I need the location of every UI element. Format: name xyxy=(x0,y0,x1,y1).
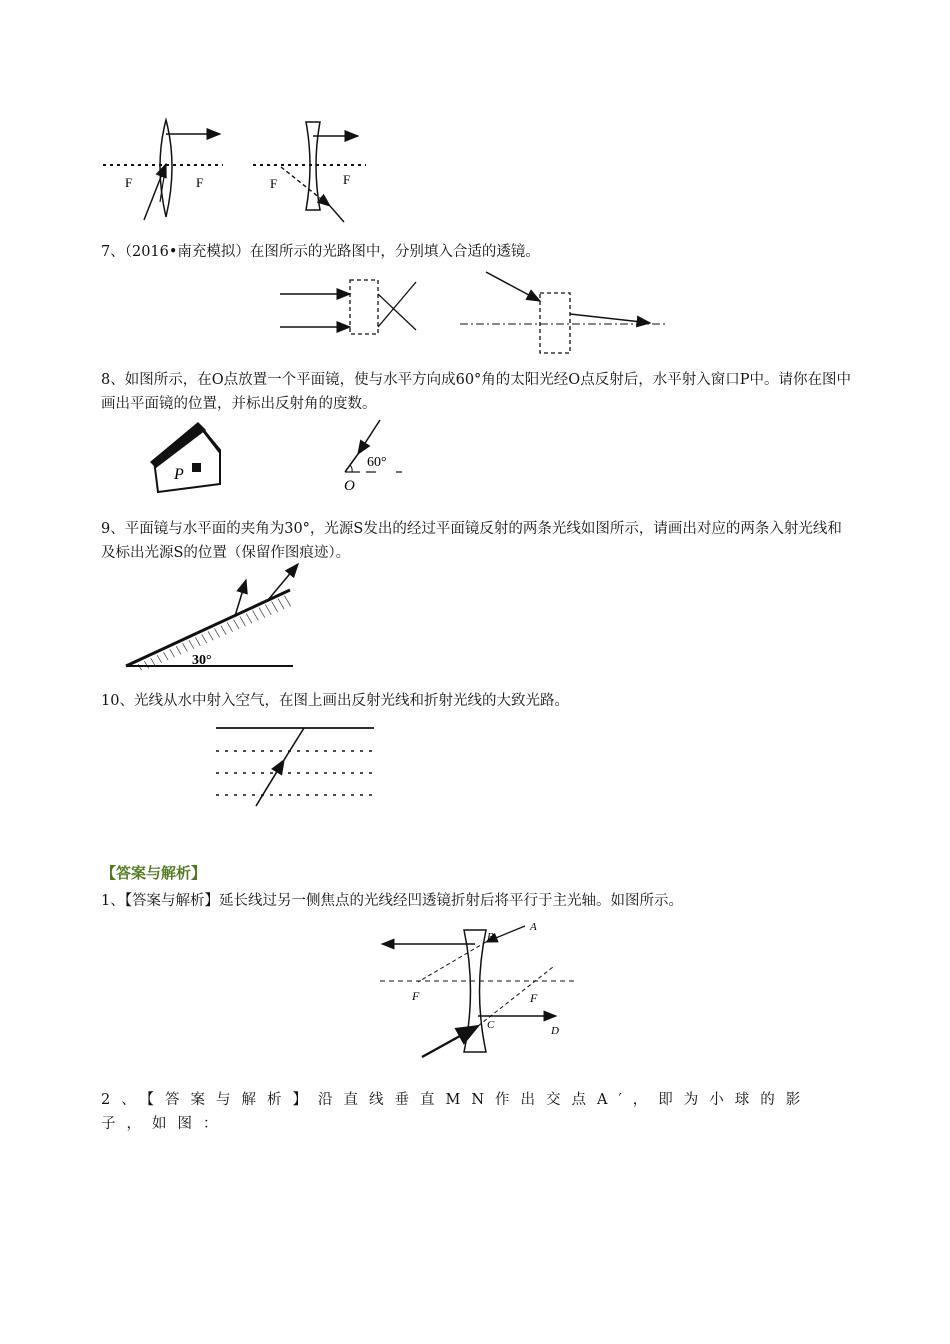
converging-box-diagram xyxy=(280,280,416,334)
lens-box-figure xyxy=(278,268,678,358)
label-d: D xyxy=(551,1025,559,1037)
focus-left-label: F xyxy=(125,175,133,190)
label-f-right: F xyxy=(530,991,538,1005)
answer-concave-lens-figure xyxy=(378,922,588,1062)
question-8: 8、如图所示，在O点放置一个平面镜，使与水平方向成60°角的太阳光经O点反射后，水平射入窗口P中。请你在图中画出平面镜的位置，并标出反射角的度数。 xyxy=(101,372,851,412)
label-b: B xyxy=(487,931,494,943)
focus-right-label: F xyxy=(196,175,204,190)
diverging-box-diagram xyxy=(460,272,668,353)
question-9: 9、平面镜与水平面的夹角为30°，光源S发出的经过平面镜反射的两条光线如图所示，请画出对应的两条入射光线和及标出光源S的位置（保留作图痕迹）。 xyxy=(101,521,842,561)
inclined-mirror-figure xyxy=(118,560,308,675)
answer-1: 1、【答案与解析】延长线过另一侧焦点的光线经凹透镜折射后将平行于主光轴。如图所示。 xyxy=(101,893,683,909)
angle-60-label: 60° xyxy=(367,455,387,470)
convex-lens-diagram xyxy=(103,120,223,220)
label-c: C xyxy=(487,1019,495,1031)
answer-2: 2、【答案与解析】沿直线垂直MN作出交点A′，即为小球的影子，如图： xyxy=(101,1092,812,1132)
point-o-diagram xyxy=(344,420,402,494)
concave-lens-diagram xyxy=(253,122,366,222)
water-air-figure xyxy=(212,720,382,810)
angle-30-label: 30° xyxy=(192,653,212,668)
focus-right-label-2: F xyxy=(343,172,351,187)
lens-diagrams-figure xyxy=(98,112,368,227)
question-7: 7、（2016•南充模拟）在图所示的光路图中，分别填入合适的透镜。 xyxy=(101,244,540,260)
point-o-label: O xyxy=(344,478,355,494)
question-10: 10、光线从水中射入空气，在图上画出反射光线和折射光线的大致光路。 xyxy=(101,693,569,709)
house-mirror-figure xyxy=(140,416,440,500)
label-f-left: F xyxy=(412,989,420,1003)
focus-left-label-2: F xyxy=(270,176,278,191)
label-a: A xyxy=(530,922,537,933)
house-icon xyxy=(150,422,220,492)
answers-heading: 【答案与解析】 xyxy=(101,864,207,882)
window-p-label: P xyxy=(174,466,184,483)
